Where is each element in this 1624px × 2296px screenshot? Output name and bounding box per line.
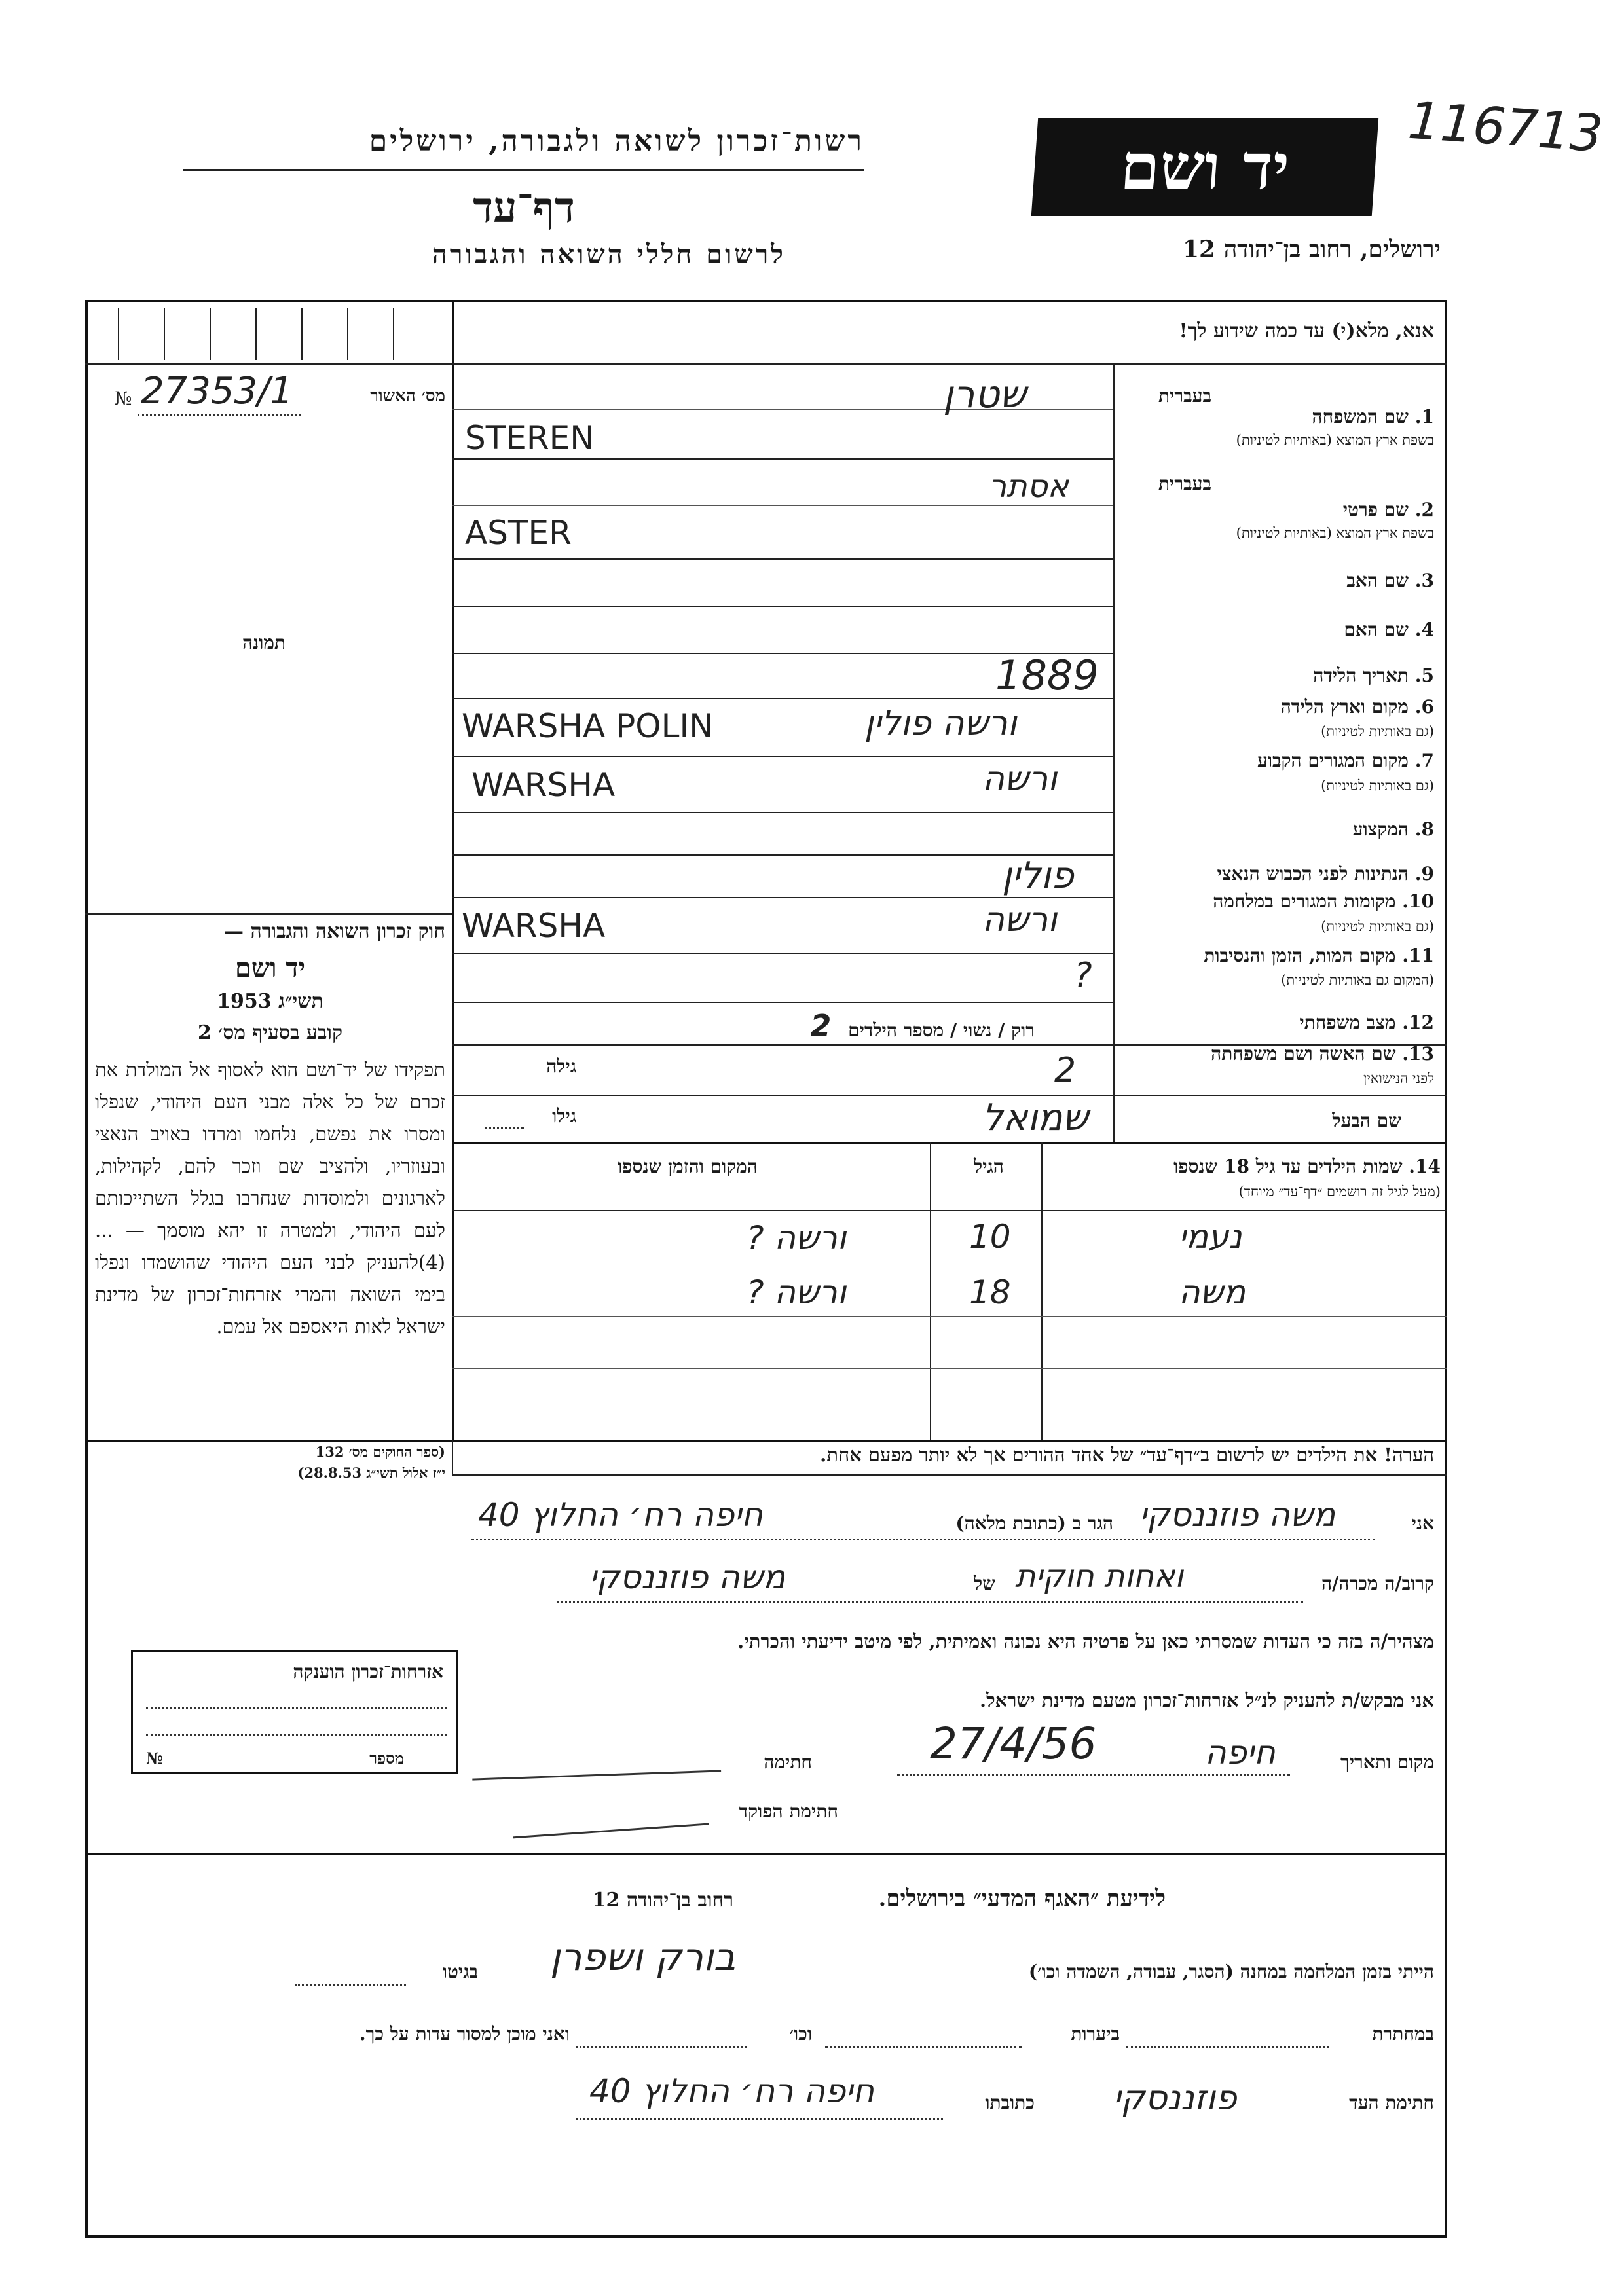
declarant-address-value: חיפה רח׳ החלוץ 40 bbox=[478, 1496, 764, 1534]
marital-options bbox=[589, 1008, 1035, 1044]
field-3-num: 3. bbox=[1414, 570, 1434, 591]
residence-latin-value: WARSHA bbox=[471, 766, 616, 804]
children-note: הערה! את הילדים יש לרשום ב״דף־עד״ של אחד ההורים אך לא יותר מפעם אחת. bbox=[820, 1444, 1434, 1466]
of-label: של bbox=[974, 1573, 995, 1594]
form-intro: אנא, מלא(י) עד כמה שידוע לך! bbox=[1179, 319, 1434, 342]
field-2-hebrew-tag: בעברית bbox=[1158, 473, 1211, 494]
form-subtitle: לרשום חללי השואה והגבורה bbox=[432, 239, 786, 270]
field-3-label bbox=[1120, 570, 1434, 592]
declaration-statement: מצהיר/ה בזה כי העדות שמסרתי כאן על פרטיה היא נכונה ואמיתית, לפי מיטב ידיעתי והכרתי. bbox=[737, 1630, 1434, 1652]
field-1-hebrew-tag: בעברית bbox=[1158, 385, 1211, 407]
birthplace-hebrew-value: ורשה פולין bbox=[864, 704, 1017, 743]
field-12-num: 12. bbox=[1402, 1011, 1434, 1033]
field-10-text: מקומות המגורים במלחמה bbox=[1213, 890, 1396, 912]
children-count-value: 2 bbox=[810, 1008, 832, 1044]
children-header-num: 14. bbox=[1409, 1156, 1441, 1177]
certificate-number: 27353/1 bbox=[141, 370, 293, 412]
field-3-text: שם האב bbox=[1346, 570, 1409, 591]
field-2-num: 2. bbox=[1414, 499, 1434, 520]
surname-latin-value: STEREN bbox=[465, 419, 595, 457]
law-year-number: 1953 bbox=[217, 990, 272, 1013]
field-13-label bbox=[1120, 1043, 1434, 1065]
field-2-label bbox=[1120, 499, 1434, 521]
field-1-label bbox=[1120, 406, 1434, 428]
law-title: חוק זכרון השואה והגבורה — bbox=[224, 920, 445, 943]
form-title: דף־עד bbox=[473, 183, 575, 232]
child-age: 10 bbox=[969, 1218, 1011, 1256]
header-address: ירושלים, רחוב בן־יהודה 12 bbox=[1182, 236, 1441, 263]
law-name: יד ושם bbox=[234, 953, 306, 983]
nationality-value: פולין bbox=[1002, 854, 1074, 897]
underground-label: במחתרת bbox=[1372, 2023, 1434, 2045]
field-4-label bbox=[1120, 619, 1434, 641]
ghetto-label: בגיטו bbox=[442, 1961, 478, 1982]
field-13-num: 13. bbox=[1402, 1043, 1434, 1065]
firstname-hebrew-value: אסתר bbox=[989, 468, 1069, 505]
declarant-name-value: משה פוזננסקי bbox=[1139, 1496, 1336, 1534]
footer-address: רחוב בן־יהודה 12 bbox=[592, 1889, 733, 1912]
field-10-num: 10. bbox=[1402, 890, 1434, 912]
children-header-age: הגיל bbox=[974, 1156, 1004, 1177]
war-residence-latin-value: WARSHA bbox=[462, 907, 606, 945]
field-6-text: מקום וארץ הלידה bbox=[1280, 696, 1409, 718]
marital-options-text: רוק / נשוי / מספר הילדים bbox=[848, 1019, 1035, 1041]
field-12-label bbox=[1120, 1011, 1434, 1034]
field-2-latin-note: בשפת ארץ המוצא (באותיות לטיניות) bbox=[1236, 525, 1434, 541]
field-9-num: 9. bbox=[1414, 863, 1434, 884]
law-clause: קובע בסעיף מס׳ 2 bbox=[197, 1021, 343, 1044]
field-1-num: 1. bbox=[1414, 406, 1434, 428]
place-date-label: מקום ותאריך bbox=[1340, 1751, 1434, 1773]
field-11-num: 11. bbox=[1402, 945, 1434, 966]
citizenship-request: אני מבקש/ת להעניק לנ״ל אזרחות־זכרון מטעם מדינת ישראל. bbox=[980, 1689, 1434, 1711]
yad-vashem-logo bbox=[1031, 118, 1378, 216]
child-name: משה bbox=[1179, 1273, 1246, 1311]
child-place: ורשה ? bbox=[747, 1219, 847, 1257]
citizenship-no-sign: № bbox=[146, 1749, 164, 1768]
field-6-label bbox=[1120, 696, 1434, 718]
of-value: משה פוזננסקי bbox=[589, 1558, 786, 1596]
field-7-num: 7. bbox=[1414, 750, 1434, 771]
field-4-num: 4. bbox=[1414, 619, 1434, 640]
org-name: רשות־זכרון לשואה ולגבורה, ירושלים bbox=[369, 124, 864, 158]
field-12-text: מצב משפחתי bbox=[1299, 1011, 1396, 1033]
field-13-text: שם האשה ושם משפחתה bbox=[1211, 1043, 1396, 1065]
field-11-label bbox=[1120, 945, 1434, 967]
field-10-label bbox=[1120, 890, 1434, 913]
etc-label: וכו׳ bbox=[789, 2023, 812, 2045]
war-residence-hebrew-value: ורשה bbox=[982, 900, 1058, 939]
children-header-names bbox=[1048, 1156, 1441, 1178]
surname-hebrew-value: שטרן bbox=[943, 372, 1027, 416]
signature-label: חתימה bbox=[764, 1751, 812, 1773]
citizenship-number-label: מספר bbox=[369, 1749, 404, 1768]
field-11-text: מקום המות, הזמן והנסיבות bbox=[1204, 945, 1396, 966]
citizenship-box-title: אזרחות־זכרון הוענקה bbox=[293, 1661, 443, 1683]
field-9-label bbox=[1120, 863, 1434, 885]
residence-hebrew-value: ורשה bbox=[982, 759, 1058, 799]
law-year-hebrew: תשי״ג bbox=[278, 990, 323, 1013]
field-6-latin-note: (גם באותיות לטיניות) bbox=[1321, 723, 1434, 739]
field-9-text: הנתינות לפני הכבוש הנאצי bbox=[1217, 863, 1409, 884]
child-age: 18 bbox=[969, 1273, 1011, 1311]
children-header-place: המקום והזמן שנספו bbox=[618, 1156, 758, 1177]
field-8-label bbox=[1120, 818, 1434, 841]
footer-title: לידיעת ״האגף המדעי״ בירושלים. bbox=[878, 1886, 1166, 1912]
field-5-text: תאריך הלידה bbox=[1313, 665, 1409, 686]
field-5-num: 5. bbox=[1414, 665, 1434, 686]
camp-value: בורק ושפרן bbox=[550, 1935, 736, 1979]
child-name: נעמי bbox=[1179, 1218, 1242, 1256]
logo-text: יד ושם bbox=[1118, 130, 1292, 204]
field-8-num: 8. bbox=[1414, 818, 1434, 840]
forest-label: ביערות bbox=[1071, 2023, 1120, 2045]
certificate-label: מס׳ האשור bbox=[370, 386, 445, 406]
field-5-label bbox=[1120, 665, 1434, 687]
archive-stamp-number: 116713 bbox=[1406, 91, 1605, 164]
field-2-text: שם פרטי bbox=[1342, 499, 1409, 520]
declaration-ani: אני bbox=[1411, 1512, 1434, 1534]
field-10-latin-note: (גם באותיות לטיניות) bbox=[1321, 919, 1434, 934]
place-value: חיפה bbox=[1205, 1734, 1276, 1772]
ready-label: ואני מוכן למסור עדות על כך. bbox=[359, 2023, 570, 2045]
relative-label: קרוב/ה מכרה/ה bbox=[1321, 1573, 1434, 1594]
husband-label: שם הבעל bbox=[1332, 1110, 1401, 1131]
law-reference-2: י״ז אלול תשי״ג 28.8.53) bbox=[297, 1465, 445, 1481]
camp-line: הייתי בזמן המלחמה במחנה (הסגר, עבודה, השמדה וכו׳) bbox=[1028, 1961, 1434, 1982]
birthdate-value: 1889 bbox=[995, 651, 1099, 699]
field-7-text: מקום המגורים הקבוע bbox=[1257, 750, 1409, 771]
birthplace-latin-value: WARSHA POLIN bbox=[462, 707, 714, 745]
field-4-text: שם האם bbox=[1344, 619, 1409, 640]
witness-signature-value: פוזננסקי bbox=[1113, 2079, 1237, 2118]
death-place-value: ? bbox=[1074, 956, 1092, 995]
date-value: 27/4/56 bbox=[930, 1719, 1097, 1769]
field-8-text: המקצוע bbox=[1352, 818, 1409, 840]
certificate-no-sign: № bbox=[115, 388, 132, 409]
field-1-latin-note: בשפת ארץ המוצא (באותיות לטיניות) bbox=[1236, 432, 1434, 448]
witness-signature-label: חתימת העד bbox=[1349, 2092, 1434, 2113]
field-7-label bbox=[1120, 750, 1434, 772]
children-header-text: שמות הילדים עד גיל 18 שנספו bbox=[1173, 1156, 1403, 1177]
field-13-note: לפני הנישואין bbox=[1363, 1070, 1434, 1086]
husband-age-label: גילו bbox=[552, 1105, 576, 1127]
citizenship-box bbox=[131, 1650, 458, 1774]
law-reference-1: (ספר החוקים מס׳ 132 bbox=[315, 1444, 445, 1460]
husband-name-value: שמואל bbox=[982, 1097, 1089, 1139]
relation-value: ואחות חוקית bbox=[1015, 1558, 1184, 1595]
firstname-latin-value: ASTER bbox=[465, 514, 572, 552]
law-year bbox=[95, 990, 445, 1013]
wife-age-label: גילה bbox=[546, 1055, 576, 1077]
witness-address-label: כתובתו bbox=[985, 2092, 1035, 2113]
field-1-text: שם המשפחה bbox=[1312, 406, 1409, 428]
field-6-num: 6. bbox=[1414, 696, 1434, 718]
children-header-note: (מעל לגיל זה רושמים ״דף־עד״ מיוחד) bbox=[1238, 1184, 1441, 1199]
child-place: ורשה ? bbox=[747, 1273, 847, 1311]
field-11-note: (המקום גם באותיות לטיניות) bbox=[1281, 972, 1434, 988]
officer-signature-label: חתימת הפוקד bbox=[739, 1800, 838, 1822]
witness-address-value: חיפה רח׳ החלוץ 40 bbox=[589, 2072, 875, 2110]
declarant-address-label: הגר ב (כתובת מלאה) bbox=[955, 1512, 1113, 1534]
field-7-latin-note: (גם באותיות לטיניות) bbox=[1321, 778, 1434, 793]
wife-age-value: 2 bbox=[1054, 1051, 1077, 1090]
photo-label: תמונה bbox=[242, 632, 286, 653]
law-text: תפקידו של יד־ושם הוא לאסוף אל המולדת את זכרם של כל אלה מבני העם היהודי, שנפלו ומסרו את נפשם, נלחמו ומרדו באויב הנאצי ובעוזריו, ולהציב שם וזכר להם, לקהילות, לארגונים ולמוסדות שנחרבו בגלל השתייכותם לעם היהודי, ולמטרה זו יהא מוסמך — ...(4)להעניק לבני העם היהודי שהושמדו ונפלו בימי השואה והמרי אזרחות־זכרון של מדינת ישראל לאות היאספם אל עמם. bbox=[95, 1059, 445, 1338]
